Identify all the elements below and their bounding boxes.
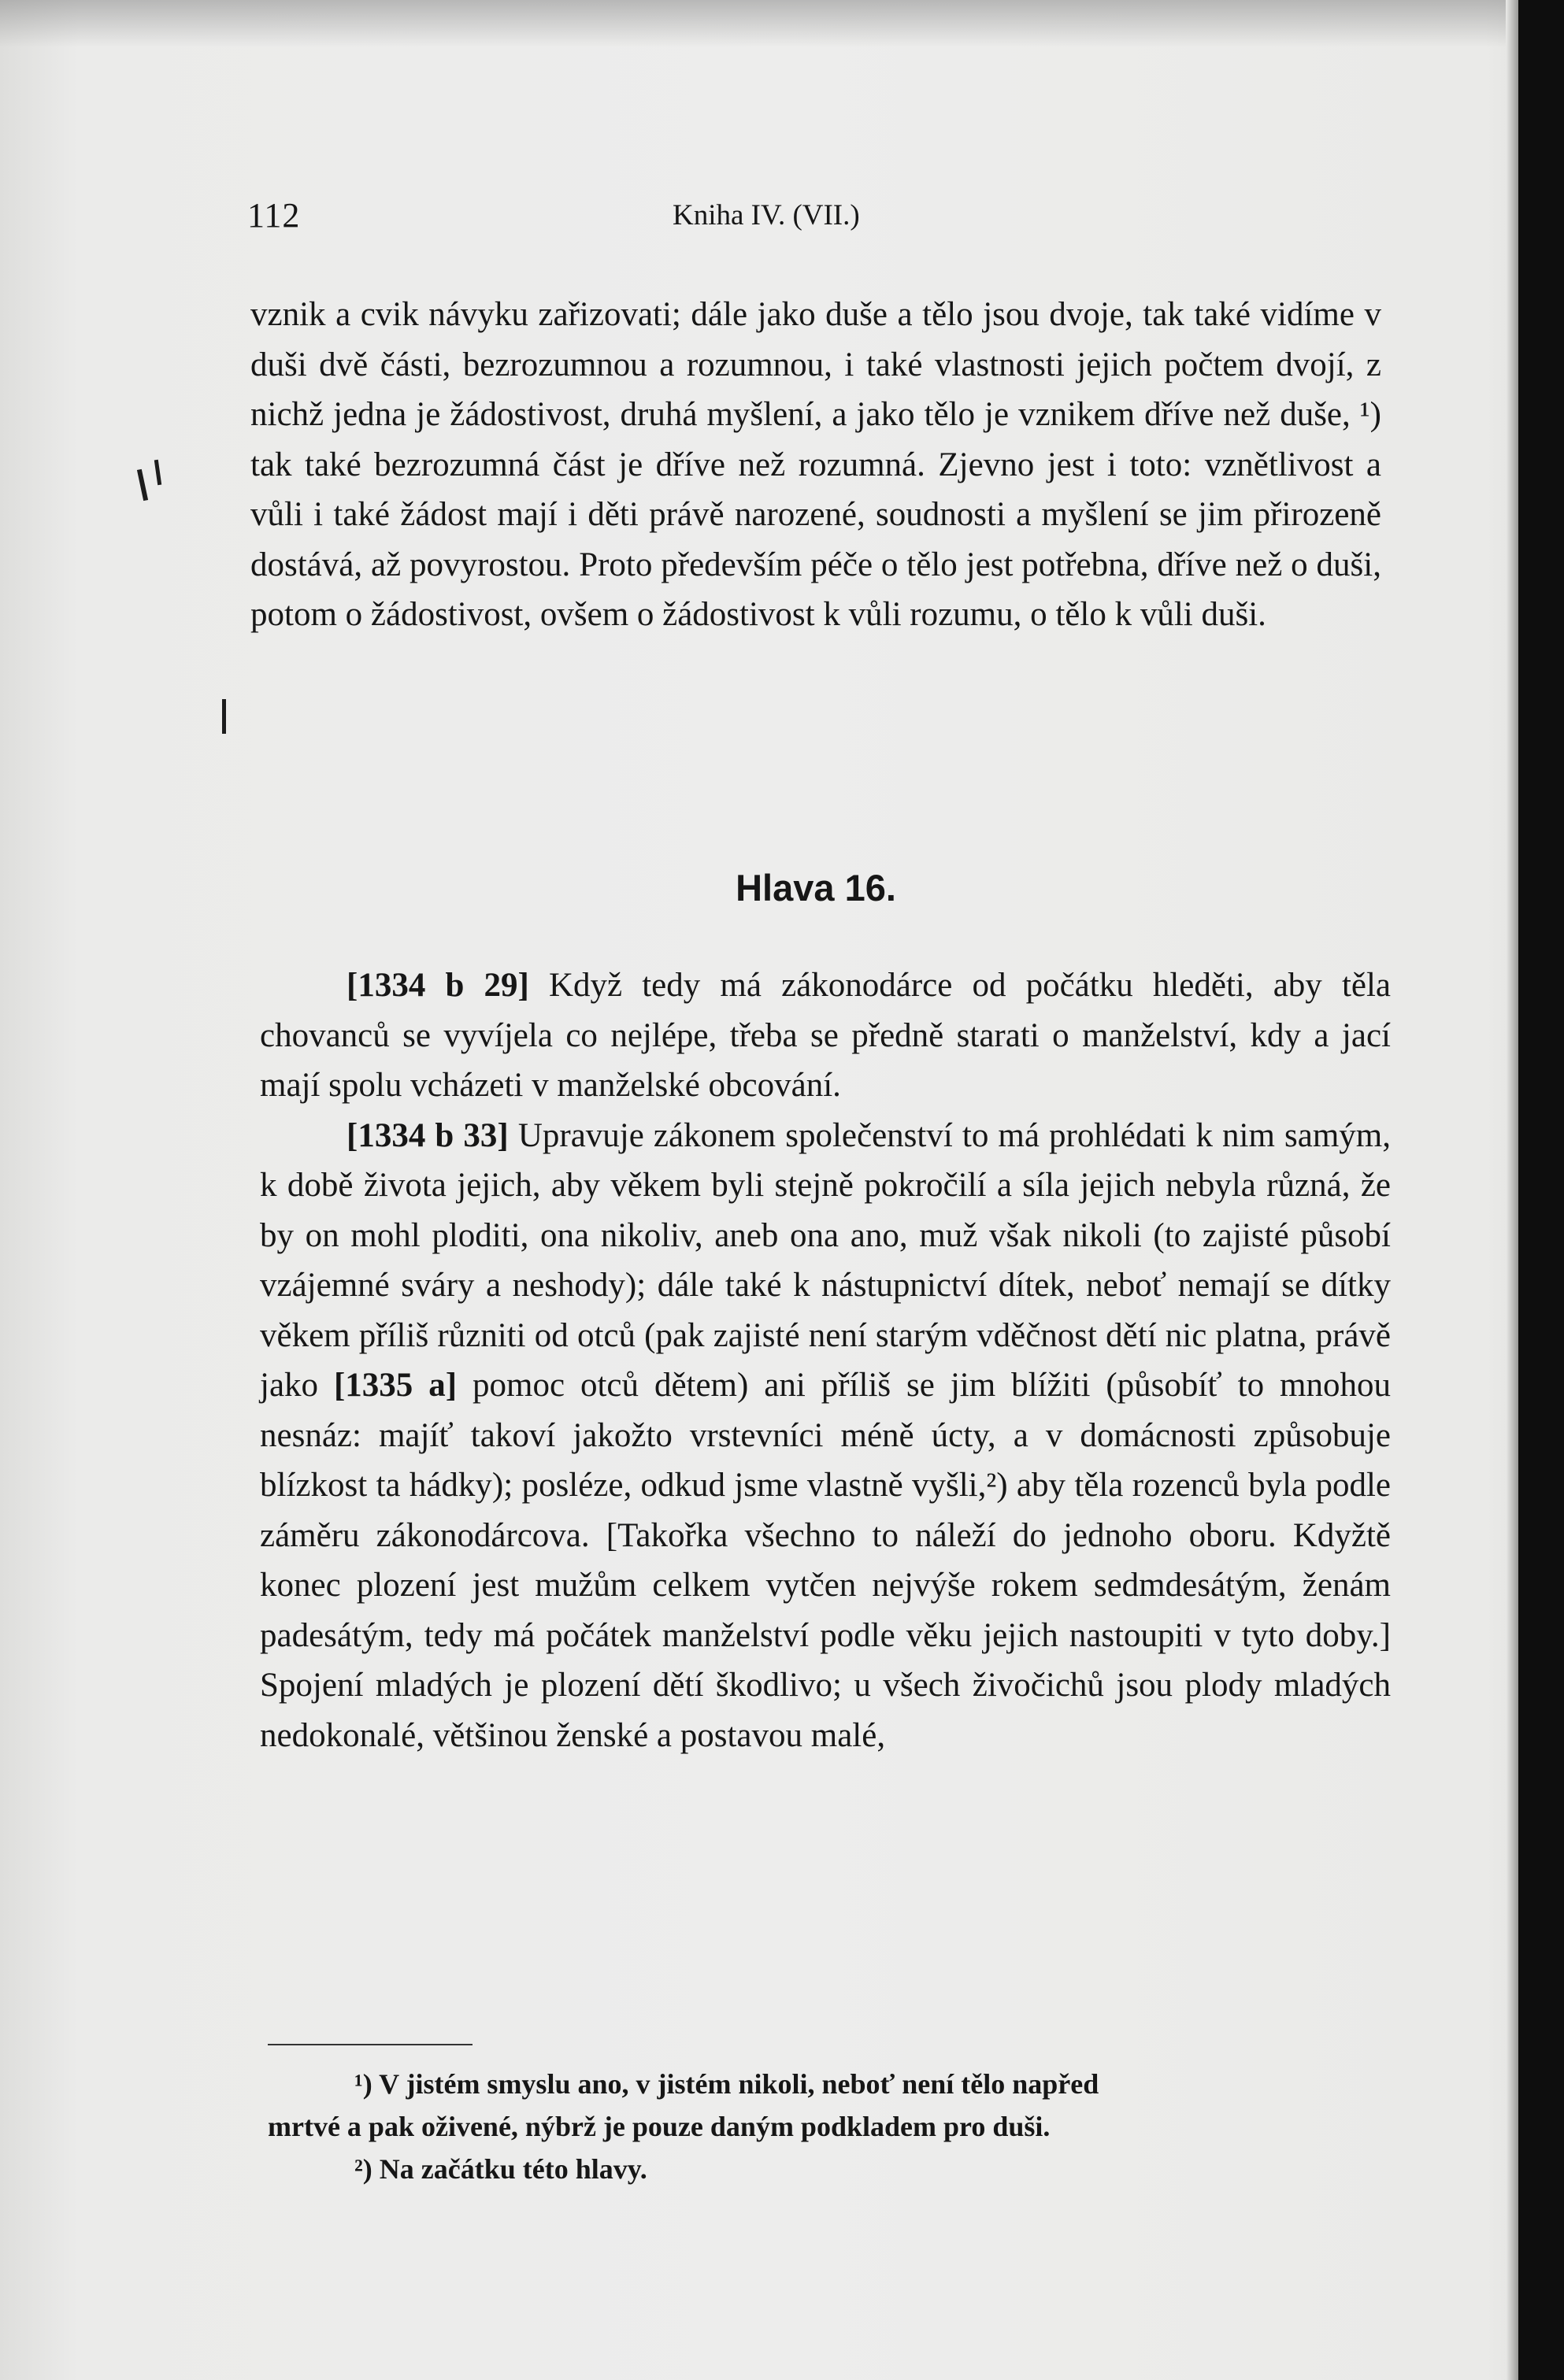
page-header [247,195,1381,242]
footnote-divider [268,2044,473,2045]
page-edge-gradient [1506,0,1518,2380]
chapter-heading: Hlava 16. [736,867,896,909]
body-text [250,290,1381,640]
page-top-shadow [0,0,1564,47]
footnotes [268,2063,1389,2190]
page-number: 112 [247,196,301,235]
bekker-reference: [1334 b 29] [347,967,529,1004]
running-head: Kniha IV. (VII.) [673,199,860,231]
footnote-1-line-2: mrtvé a pak oživené, nýbrž je pouze daným podkladem pro duši. [268,2111,1051,2142]
body-paragraph: vznik a cvik návyku zařizovati; dále jako duše a tělo jsou dvoje, tak také vidíme v duši dvě části, bezrozumnou a rozumnou, i také vlastnosti jejich počtem dvojí, z nichž jedna je žádostivost, druhá myšlení, a jako tělo je vznikem dříve než duše, ¹) tak také bezrozumná část je dříve než rozumná. Zjevno jest i toto: vznětlivost a vůli i také žádost mají i děti právě narozené, soudnosti a myšlení se jim přirozeně dostává, až povyrostou. Proto především péče o tělo jest potřebna, dříve než o duši, potom o žádostivost, ovšem o žádostivost k vůli rozumu, o tělo k vůli duši. [250,296,1381,633]
paragraph-text: pomoc otců dětem) ani příliš se jim blížiti (působíť to mnohou nesnáz: majíť takoví jakožto vrstevníci méně úcty, a v domácnosti způsobuje blízkost ta hádky); posléze, odkud jsme vlastně vyšli,²) aby těla rozenců byla podle záměru zákonodárcova. [Takořka všechno to náleží do jednoho oboru. Kdyžtě konec plození jest mužům celkem vytčen nejvýše rokem sedmdesátým, ženám padesátým, tedy má počátek manželství podle věku jejich nastoupiti v tyto doby.] Spojení mladých je plození dětí škodlivo; u všech živočichů jsou plody mladých nedokonalé, většinou ženské a postavou malé, [260,1367,1391,1754]
scan-border [1518,0,1564,2380]
margin-mark [154,460,161,485]
margin-mark [137,469,148,501]
paragraph-text: Upravuje zákonem společenství to má prohlédati k nim samým, k době života jejich, aby věkem byli stejně pokročilí a síla jejich nebyla různá, že by on mohl ploditi, ona nikoliv, aneb ona ano, muž však nikoli (to zajisté působí vzájemné sváry a neshody); dále také k nástupnictví dítek, neboť nemají se dítky věkem příliš různiti od otců (pak zajisté není starým vděčnost dětí nic platna, právě jako [260,1116,1391,1404]
chapter-text [260,961,1391,1760]
chapter-paragraph-1 [260,961,1391,1111]
paragraph-text: Když tedy má zákonodárce od počátku hleděti, aby těla chovanců se vyvíjela co nejlépe, třeba se předně starati o manželství, kdy a jací mají spolu vcházeti v manželské obcování. [260,967,1392,1104]
margin-mark [222,699,226,734]
footnote-1-line-1: ¹) V jistém smyslu ano, v jistém nikoli, neboť není tělo napřed [354,2068,1099,2100]
chapter-paragraph-2 [260,1111,1391,1761]
bekker-reference-inline: [1335 a] [333,1367,458,1404]
bekker-reference: [1334 b 33] [347,1116,509,1154]
footnote-2: ²) Na začátku této hlavy. [354,2153,647,2185]
